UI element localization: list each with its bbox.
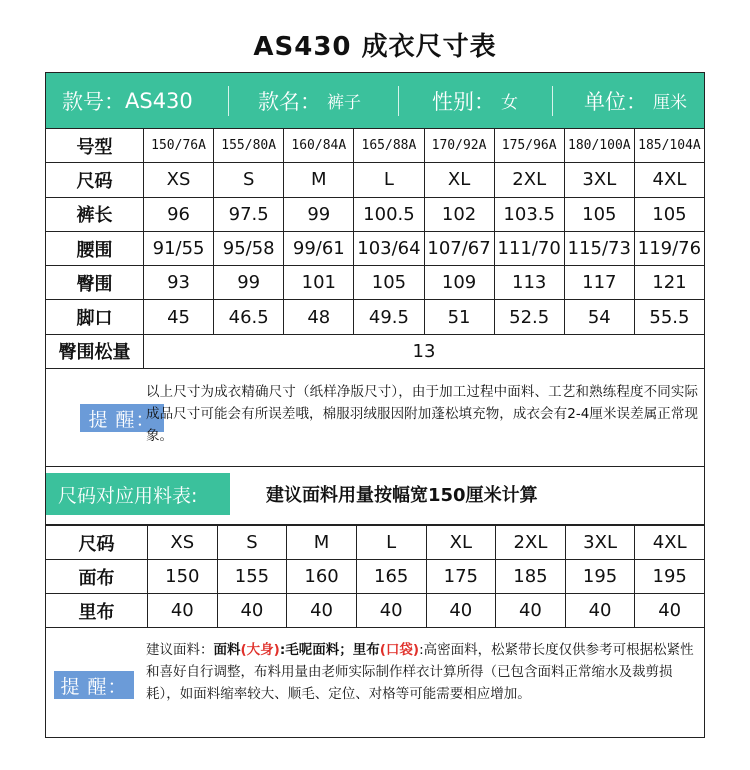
table-cell: XS [148, 526, 218, 560]
table-cell: 51 [424, 300, 494, 334]
table-cell: XL [426, 526, 496, 560]
info-header [46, 73, 704, 128]
size-table [45, 128, 705, 369]
table-cell: S [214, 163, 284, 197]
row-label: 尺码 [46, 526, 148, 560]
table-cell: 117 [564, 266, 634, 300]
table-cell: 2XL [496, 526, 566, 560]
table-cell: 170/92A [424, 129, 494, 163]
page-title: AS430 成衣尺寸表 [253, 32, 497, 62]
text-segment: 建议面料： [146, 642, 214, 658]
table-cell: 105 [354, 266, 424, 300]
row-label: 尺码 [46, 163, 144, 197]
table-cell: 155 [217, 560, 287, 594]
table-cell: 96 [144, 197, 214, 231]
table-cell: 105 [634, 197, 704, 231]
table-cell: 180/100A [564, 129, 634, 163]
row-label: 面布 [46, 560, 148, 594]
table-cell: 185 [496, 560, 566, 594]
table-row [46, 129, 705, 163]
table-cell: 101 [284, 266, 354, 300]
table-row [46, 334, 705, 368]
table-cell: 45 [144, 300, 214, 334]
table-cell: 52.5 [494, 300, 564, 334]
table-row [46, 560, 705, 594]
gender [432, 73, 518, 128]
table-cell: 185/104A [634, 129, 704, 163]
table-cell: 160 [287, 560, 357, 594]
fabric-width-note: 建议面料用量按幅宽150厘米计算 [266, 485, 538, 506]
table-cell: 115/73 [564, 231, 634, 265]
table-cell: 155/80A [214, 129, 284, 163]
reminder-badge: 提 醒： [54, 671, 134, 699]
row-label: 裤长 [46, 197, 144, 231]
table-cell: M [284, 163, 354, 197]
table-cell: 95/58 [214, 231, 284, 265]
table-cell: 48 [284, 300, 354, 334]
fabric-table [45, 525, 705, 628]
table-cell: XS [144, 163, 214, 197]
table-cell: 4XL [635, 526, 705, 560]
table-cell: 121 [634, 266, 704, 300]
highlight-text: (口袋) [379, 642, 420, 658]
fabric-table-tag: 尺码对应用料表: [46, 473, 230, 515]
table-cell: 100.5 [354, 197, 424, 231]
table-cell: XL [424, 163, 494, 197]
table-cell: 111/70 [494, 231, 564, 265]
table-row [46, 526, 705, 560]
table-cell: 175/96A [494, 129, 564, 163]
table-cell: 175 [426, 560, 496, 594]
table-cell: 40 [217, 594, 287, 628]
highlight-text: (大身) [240, 642, 280, 658]
size-chart-frame [45, 72, 705, 738]
table-cell: 195 [565, 560, 635, 594]
table-cell: 107/67 [424, 231, 494, 265]
table-cell: 150/76A [144, 129, 214, 163]
text-segment: 面料 [213, 642, 241, 658]
table-row [46, 266, 705, 300]
table-cell: 91/55 [144, 231, 214, 265]
table-cell: 105 [564, 197, 634, 231]
table-cell: 4XL [634, 163, 704, 197]
unit-value: 厘米 [653, 93, 687, 113]
table-cell: 99 [214, 266, 284, 300]
fabric-header [46, 467, 704, 525]
reminder-text: 以上尺寸为成衣精确尺寸（纸样净版尺寸），由于加工过程中面料、工艺和熟练程度不同实际成品尺寸可能会有所误差哦，棉服羽绒服因附加蓬松填充物，成衣会有2-4厘米误差属正常现象。 [146, 384, 698, 444]
unit-label: 单位： [584, 89, 647, 114]
table-row [46, 231, 705, 265]
table-cell: 103/64 [354, 231, 424, 265]
table-cell: 2XL [494, 163, 564, 197]
table-cell: 97.5 [214, 197, 284, 231]
table-cell: 40 [426, 594, 496, 628]
table-cell: 195 [635, 560, 705, 594]
row-label: 号型 [46, 129, 144, 163]
style-value: AS430 [125, 88, 193, 113]
gender-label: 性别： [432, 89, 495, 114]
table-cell: 165/88A [354, 129, 424, 163]
gender-value: 女 [501, 93, 518, 113]
table-cell: 54 [564, 300, 634, 334]
table-cell: 3XL [564, 163, 634, 197]
reminder-badge: 提 醒： [80, 404, 164, 432]
fabric-reminder-text [146, 639, 698, 705]
text-segment: :高密面料，松紧带长度仅供参考可根据松紧性和喜好自行调整，布料用量由老师实际制作样衣计算所得（已包含面料正常缩水及裁剪损耗），如面料缩率较大、顺毛、定位、对格等可能需要相应增加。 [146, 642, 694, 702]
table-cell: 40 [496, 594, 566, 628]
info-divider [228, 86, 229, 116]
table-cell: 40 [148, 594, 218, 628]
text-segment: 里布 [352, 642, 380, 658]
table-cell: 109 [424, 266, 494, 300]
row-label: 里布 [46, 594, 148, 628]
table-cell: 165 [356, 560, 426, 594]
table-cell: L [354, 163, 424, 197]
table-cell: 40 [565, 594, 635, 628]
table-cell: 113 [494, 266, 564, 300]
table-cell: 40 [635, 594, 705, 628]
row-label: 腰围 [46, 231, 144, 265]
style-name [258, 73, 361, 128]
table-row [46, 163, 705, 197]
table-row [46, 197, 705, 231]
table-cell: L [356, 526, 426, 560]
table-row [46, 300, 705, 334]
table-cell: 40 [356, 594, 426, 628]
table-cell: 55.5 [634, 300, 704, 334]
table-cell: 93 [144, 266, 214, 300]
table-row [46, 594, 705, 628]
hip-ease-value: 13 [144, 334, 705, 368]
style-label: 款号： [62, 89, 125, 114]
row-label: 臀围松量 [46, 334, 144, 368]
table-cell: 49.5 [354, 300, 424, 334]
table-cell: 119/76 [634, 231, 704, 265]
table-cell: 103.5 [494, 197, 564, 231]
name-value: 裤子 [327, 93, 361, 113]
style-number [62, 73, 193, 128]
table-cell: S [217, 526, 287, 560]
table-cell: 99/61 [284, 231, 354, 265]
fabric-reminder-section [46, 629, 704, 737]
unit [584, 73, 687, 128]
table-cell: 150 [148, 560, 218, 594]
table-cell: 46.5 [214, 300, 284, 334]
info-divider [552, 86, 553, 116]
table-cell: 102 [424, 197, 494, 231]
table-cell: M [287, 526, 357, 560]
table-cell: 40 [287, 594, 357, 628]
info-divider [398, 86, 399, 116]
row-label: 脚口 [46, 300, 144, 334]
table-cell: 160/84A [284, 129, 354, 163]
table-cell: 99 [284, 197, 354, 231]
table-cell: 3XL [565, 526, 635, 560]
text-segment: :毛呢面料； [279, 642, 353, 658]
row-label: 臀围 [46, 266, 144, 300]
name-label: 款名： [258, 89, 321, 114]
reminder-section [46, 369, 704, 467]
